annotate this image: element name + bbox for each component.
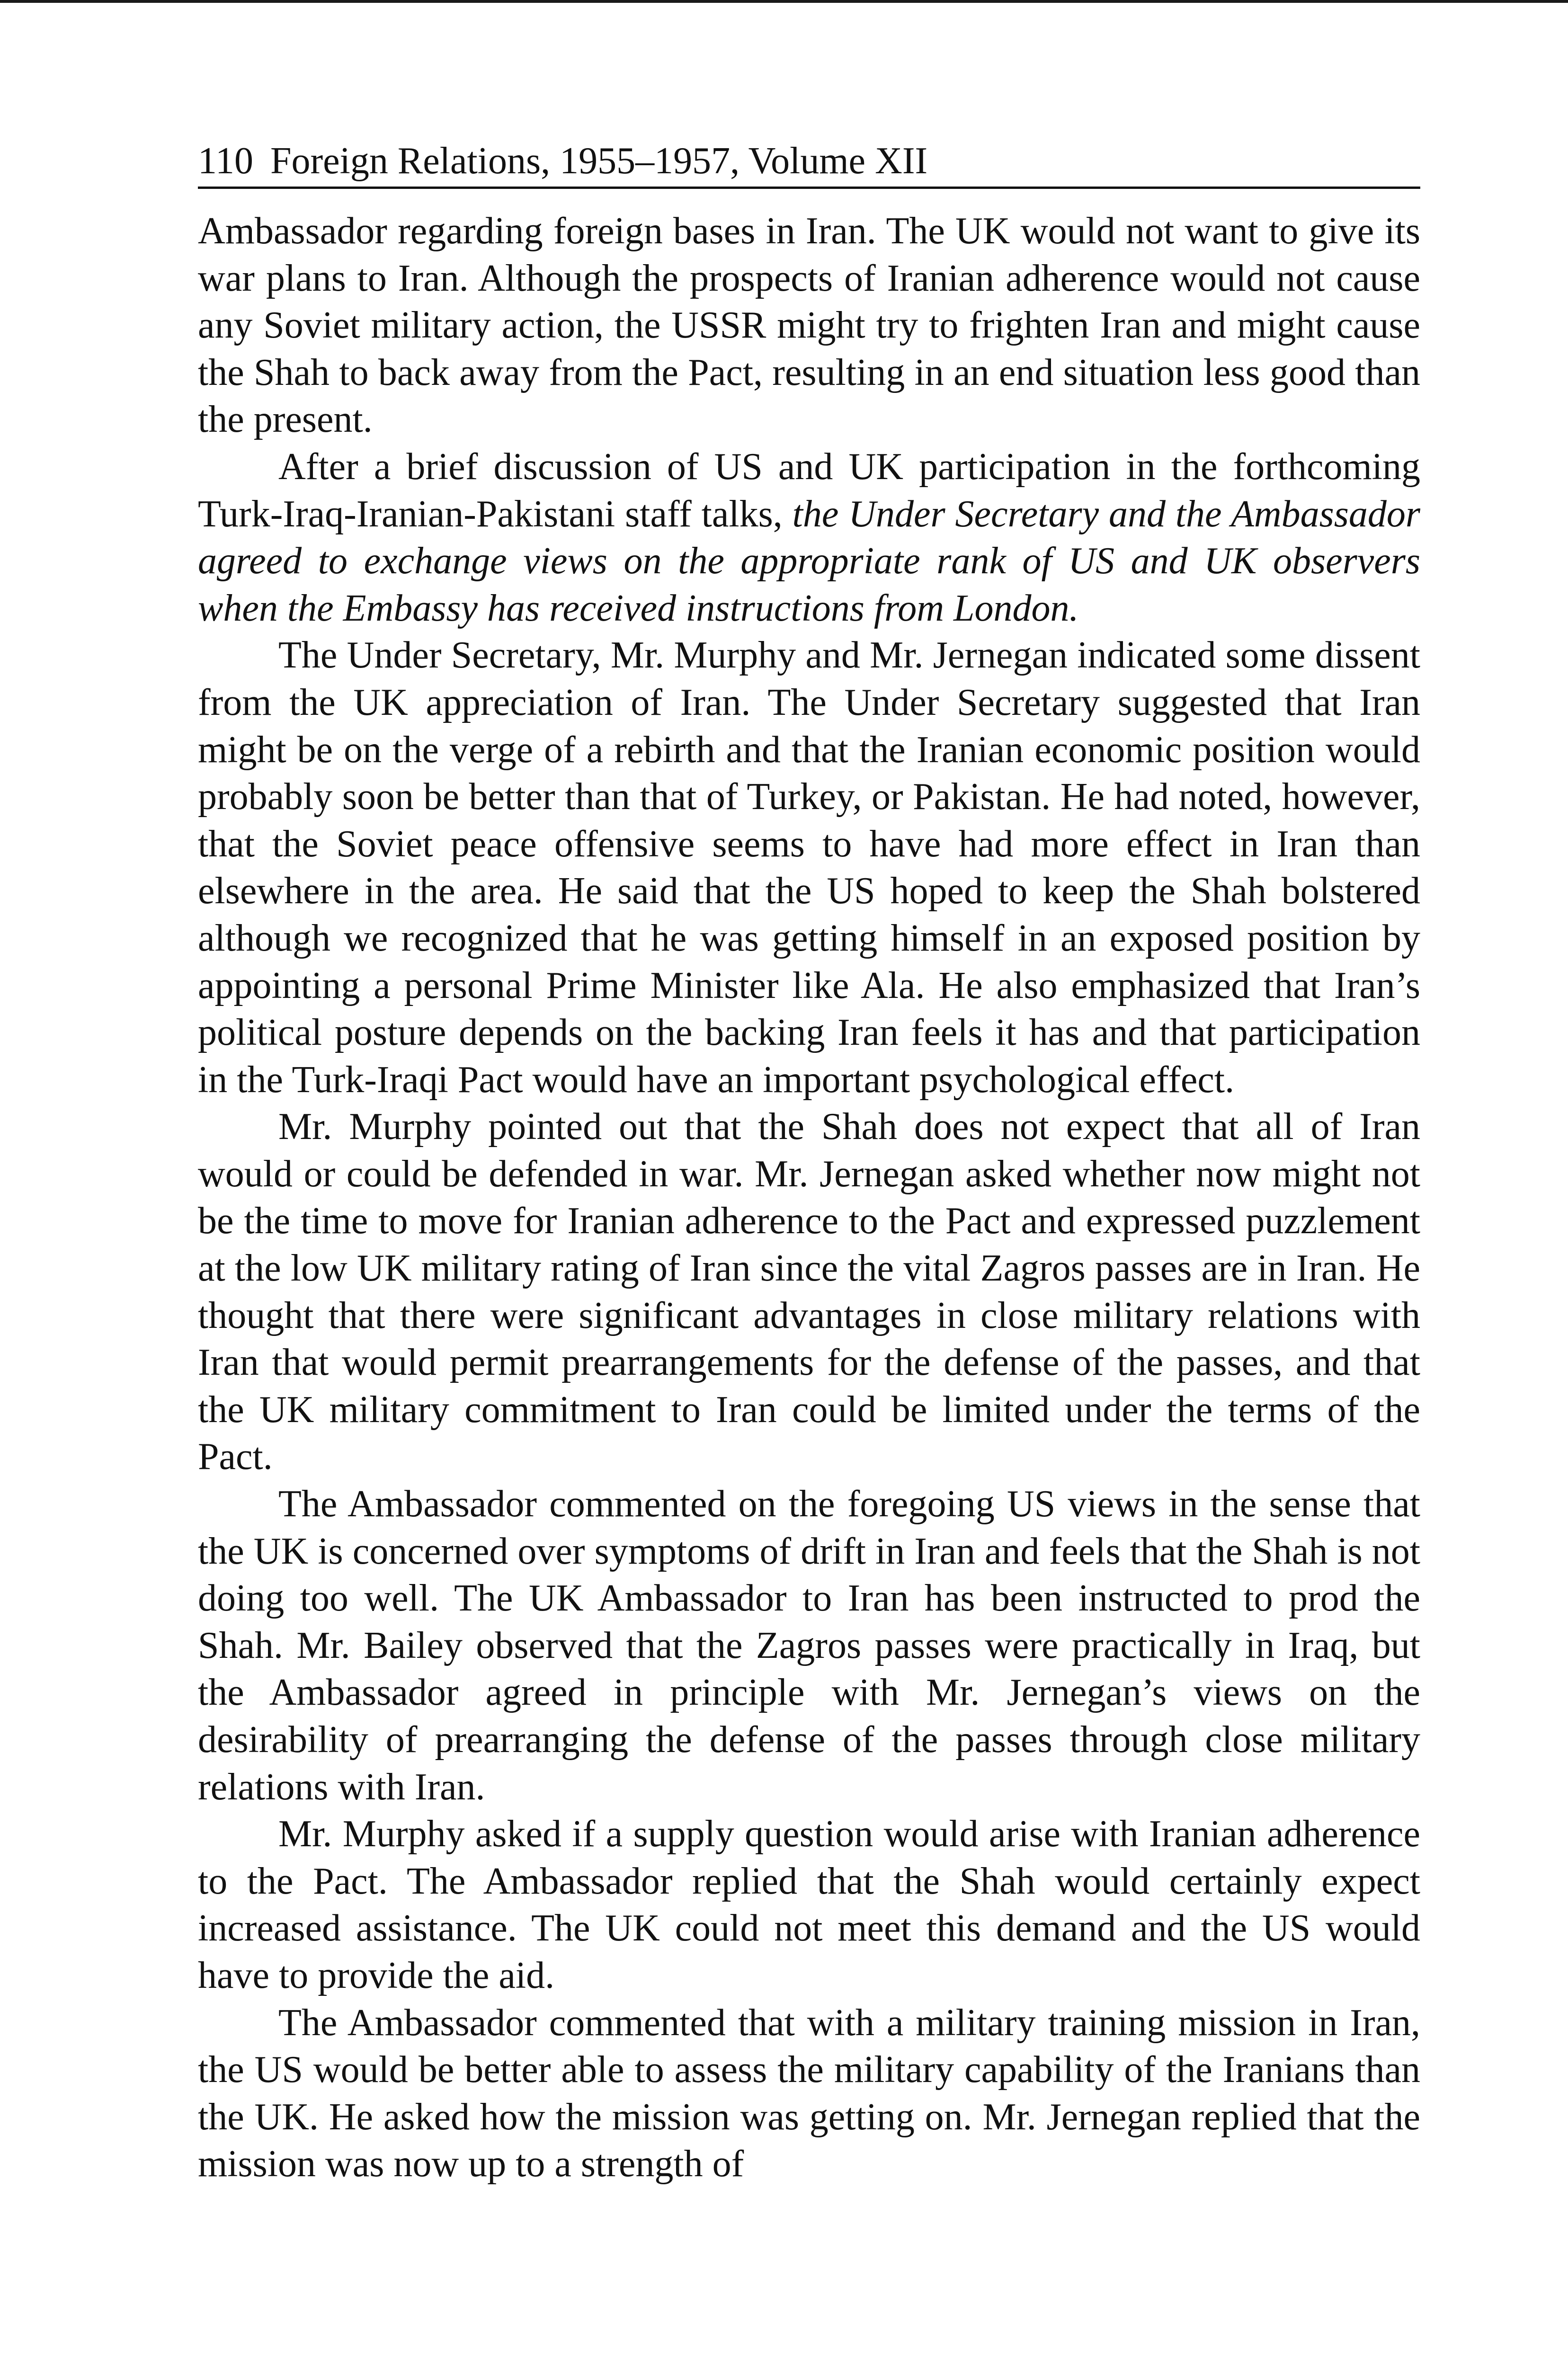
body-text [198, 208, 1420, 2188]
document-page [198, 137, 1420, 2188]
page-number: 110 [198, 140, 254, 182]
paragraph-text: The Ambassador commented on the foregoing US views in the sense that the UK is concerned over symptoms of drift in Iran and feels that the Shah is not doing too well. The UK Ambassador to Iran has been instructed to prod the Shah. Mr. Bailey observed that the Zagros passes were practically in Iraq, but the Ambassador agreed in principle with Mr. Jernegan’s views on the desirability of prearranging the defense of the passes through close military relations with Iran. [198, 1483, 1420, 1808]
paragraph-text: Mr. Murphy pointed out that the Shah does not expect that all of Iran would or could be defended in war. Mr. Jernegan asked whether now might not be the time to move for Iranian adherence to the Pact and expressed puzzlement at the low UK military rating of Iran since the vital Zagros passes are in Iran. He thought that there were significant advantages in close military relations with Iran that would permit prearrangements for the defense of the passes, and that the UK military commitment to Iran could be limited under the terms of the Pact. [198, 1106, 1420, 1478]
paragraph-text: The Under Secretary, Mr. Murphy and Mr. Jernegan indicated some dissent from the UK appreciation of Iran. The Under Secretary suggested that Iran might be on the verge of a rebirth and that the Iranian economic position would probably soon be better than that of Turkey, or Pakistan. He had noted, however, that the Soviet peace offensive seems to have had more effect in Iran than elsewhere in the area. He said that the US hoped to keep the Shah bolstered although we recognized that he was getting himself in an exposed position by appointing a personal Prime Minister like Ala. He also emphasized that Iran’s political posture depends on the backing Iran feels it has and that participation in the Turk-Iraqi Pact would have an important psychological effect. [198, 634, 1420, 1101]
paragraph-dissent [198, 632, 1420, 1103]
running-head-title: Foreign Relations, 1955–1957, Volume XII [270, 140, 928, 182]
paragraph-supply-question [198, 1811, 1420, 1999]
paragraph-continued [198, 208, 1420, 444]
paragraph-italic-agreement: the Under Secretary and the Ambassador agreed to exchange views on the appropriate rank of US and UK observers when the Embassy has received instructions from London. [198, 493, 1421, 629]
paragraph-text: After a brief discussion of US and UK participation in the forthcoming Turk-Iraq-Iranian-Pakistani staff talks, [198, 445, 1420, 535]
paragraph-text: Mr. Murphy asked if a supply question would arise with Iranian adherence to the Pact. The Ambassador replied that the Shah would certainly expect increased assistance. The UK could not meet this demand and the US would have to provide the aid. [198, 1813, 1420, 1996]
paragraph-staff-talks [198, 444, 1420, 632]
running-head [198, 137, 1420, 189]
paragraph-text: Ambassador regarding foreign bases in Iran. The UK would not want to give its war plans to Iran. Although the prospects of Iranian adherence would not cause any Soviet military action, the USSR might try to frighten Iran and might cause the Shah to back away from the Pact, resulting in an end situation less good than the present. [198, 210, 1420, 441]
paragraph-ambassador-comment [198, 1481, 1420, 1811]
paragraph-murphy [198, 1103, 1420, 1481]
paragraph-training-mission [198, 2000, 1420, 2188]
page-top-border [0, 0, 1568, 3]
paragraph-text: The Ambassador commented that with a military training mission in Iran, the US would be better able to assess the military capability of the Iranians than the UK. He asked how the mission was getting on. Mr. Jernegan replied that the mission was now up to a strength of [198, 2002, 1420, 2185]
